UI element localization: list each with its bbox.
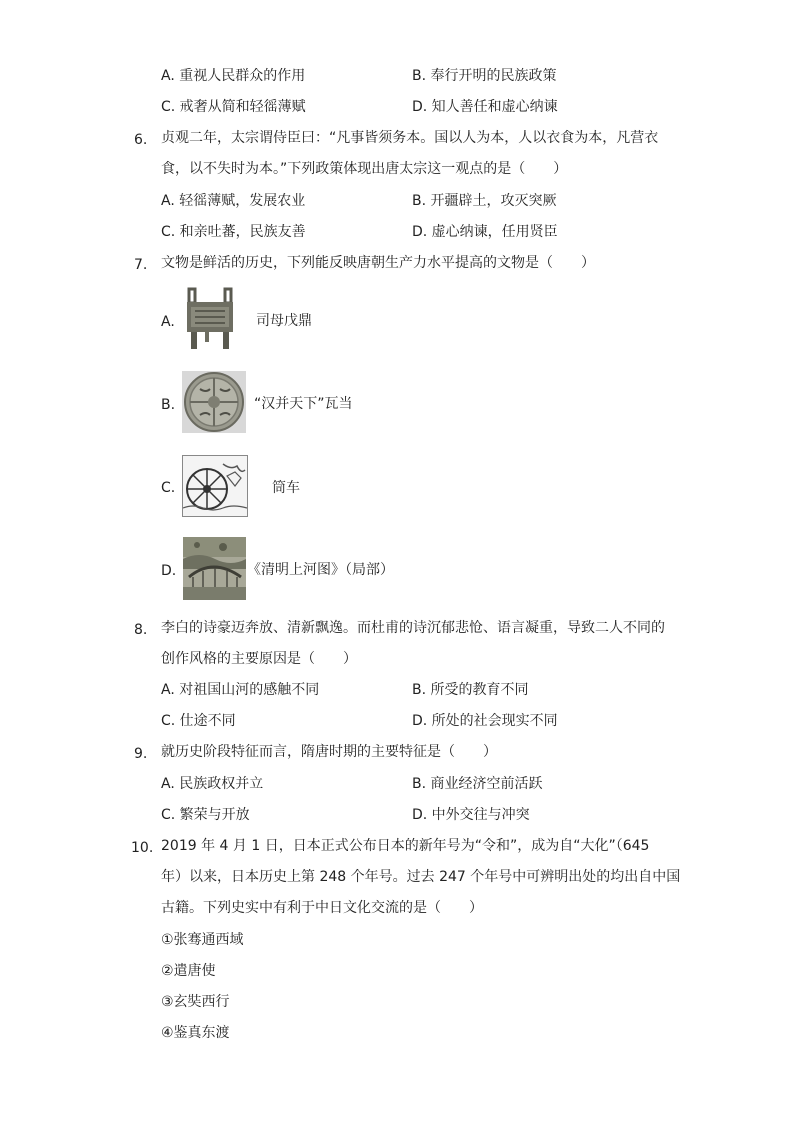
q10-stem-line1: 2019 年 4 月 1 日，日本正式公布日本的新年号为“令和”，成为自“大化”（645	[161, 838, 650, 854]
q8-number: 8.	[134, 622, 148, 638]
q5-option-b[interactable]: B. 奉行开明的民族政策	[412, 68, 557, 84]
q10-item-4: ④鉴真东渡	[161, 1025, 230, 1041]
q7-option-c-caption: 筒车	[272, 480, 300, 496]
q10-stem-line2: 年）以来，日本历史上第 248 个年号。过去 247 个年号中可辨明出处的均出自中国	[161, 869, 681, 885]
roof-tile-end-icon	[182, 371, 246, 433]
q6-number: 6.	[134, 132, 148, 148]
q10-item-3: ③玄奘西行	[161, 994, 230, 1010]
q6-option-d[interactable]: D. 虚心纳谏，任用贤臣	[412, 224, 558, 240]
q8-option-d[interactable]: D. 所处的社会现实不同	[412, 713, 558, 729]
q8-option-a[interactable]: A. 对祖国山河的感触不同	[161, 682, 320, 698]
ding-image[interactable]	[183, 287, 237, 351]
q7-stem: 文物是鲜活的历史，下列能反映唐朝生产力水平提高的文物是（ ）	[161, 255, 595, 271]
q8-stem-line2: 创作风格的主要原因是（ ）	[161, 651, 357, 667]
q7-option-a-caption: 司母戊鼎	[256, 313, 312, 329]
wadang-image[interactable]	[182, 371, 246, 433]
q10-item-2: ②遣唐使	[161, 963, 216, 979]
q7-option-d-caption: 《清明上河图》（局部）	[247, 562, 394, 578]
q8-option-b[interactable]: B. 所受的教育不同	[412, 682, 529, 698]
q9-option-a[interactable]: A. 民族政权并立	[161, 776, 264, 792]
q10-item-1: ①张骞通西域	[161, 932, 244, 948]
q6-option-c[interactable]: C. 和亲吐蕃，民族友善	[161, 224, 306, 240]
q5-option-c[interactable]: C. 戒奢从简和轻徭薄赋	[161, 99, 306, 115]
q9-stem: 就历史阶段特征而言，隋唐时期的主要特征是（ ）	[161, 744, 497, 760]
q8-stem-line1: 李白的诗豪迈奔放、清新飘逸。而杜甫的诗沉郁悲怆、语言凝重，导致二人不同的	[161, 620, 665, 636]
q5-option-a[interactable]: A. 重视人民群众的作用	[161, 68, 306, 84]
q7-option-b-caption: “汉并天下”瓦当	[254, 396, 353, 412]
q7-option-b-letter[interactable]: B.	[161, 397, 176, 413]
tongche-image[interactable]	[182, 455, 248, 517]
q6-option-a[interactable]: A. 轻徭薄赋，发展农业	[161, 193, 306, 209]
q8-option-c[interactable]: C. 仕途不同	[161, 713, 236, 729]
q6-option-b[interactable]: B. 开疆辟土，攻灭突厥	[412, 193, 557, 209]
bronze-ding-icon	[183, 287, 237, 351]
q9-option-d[interactable]: D. 中外交往与冲突	[412, 807, 530, 823]
q7-option-d-letter[interactable]: D.	[161, 563, 177, 579]
waterwheel-icon	[183, 456, 247, 516]
painting-scroll-icon	[183, 537, 246, 600]
q7-number: 7.	[134, 257, 148, 273]
q10-number: 10.	[131, 840, 154, 856]
q6-stem-line2: 食，以不失时为本。”下列政策体现出唐太宗这一观点的是（ ）	[161, 161, 568, 177]
q9-option-c[interactable]: C. 繁荣与开放	[161, 807, 250, 823]
q9-option-b[interactable]: B. 商业经济空前活跃	[412, 776, 543, 792]
q7-option-c-letter[interactable]: C.	[161, 480, 176, 496]
q6-stem-line1: 贞观二年，太宗谓侍臣曰：“凡事皆须务本。国以人为本，人以衣食为本，凡营衣	[161, 130, 659, 146]
q5-option-d[interactable]: D. 知人善任和虚心纳谏	[412, 99, 558, 115]
qingming-painting-image[interactable]	[183, 537, 246, 600]
q10-stem-line3: 古籍。下列史实中有利于中日文化交流的是（ ）	[161, 900, 483, 916]
q9-number: 9.	[134, 746, 148, 762]
q7-option-a-letter[interactable]: A.	[161, 314, 175, 330]
